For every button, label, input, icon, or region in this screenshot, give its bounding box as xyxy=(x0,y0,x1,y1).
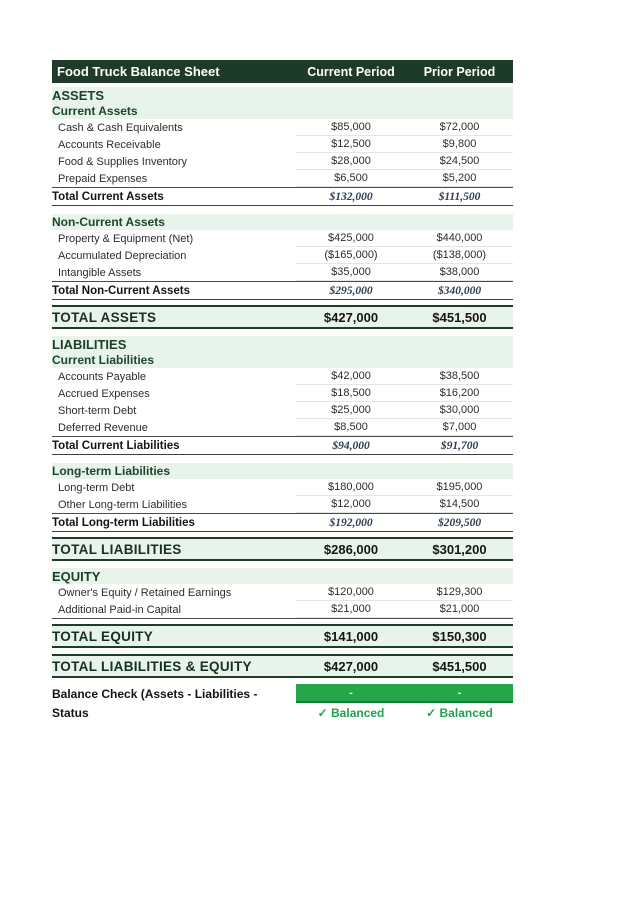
row-label: Deferred Revenue xyxy=(58,421,148,434)
spacer xyxy=(52,206,513,214)
subtotal-label: Total Current Assets xyxy=(52,190,164,203)
cell-prior: $30,000 xyxy=(406,402,513,419)
cell-current: $35,000 xyxy=(296,264,406,281)
cell-prior: $129,300 xyxy=(406,584,513,601)
row-cash xyxy=(52,119,513,136)
cell-current: $192,000 xyxy=(329,516,373,529)
cell-prior: $451,500 xyxy=(432,658,487,674)
row-label: Accounts Receivable xyxy=(58,138,161,151)
row-property-equipment xyxy=(52,230,513,247)
cell-current: $427,000 xyxy=(323,309,379,325)
row-accounts-receivable xyxy=(52,136,513,153)
section-label: EQUITY xyxy=(52,568,101,584)
cell-prior: ($138,000) xyxy=(406,247,513,264)
cell-prior: - xyxy=(457,686,462,699)
subtotal-label: Total Current Liabilities xyxy=(52,439,180,452)
spacer xyxy=(52,455,513,463)
row-label: Intangible Assets xyxy=(58,266,142,279)
row-total-assets xyxy=(52,305,513,329)
row-total-current-assets xyxy=(52,187,513,206)
section-header-liabilities xyxy=(52,336,513,352)
row-label: Owner's Equity / Retained Earnings xyxy=(58,586,232,599)
status-badge-prior: ✓ Balanced xyxy=(426,705,493,720)
cell-prior: $14,500 xyxy=(406,496,513,513)
balance-sheet xyxy=(52,60,513,722)
row-label: Long-term Debt xyxy=(58,481,135,494)
cell-current: $12,500 xyxy=(296,136,406,153)
cell-prior: $209,500 xyxy=(437,516,482,529)
row-longterm-debt xyxy=(52,479,513,496)
row-deferred-revenue xyxy=(52,419,513,436)
section-header-equity xyxy=(52,568,513,584)
row-total-noncurrent-assets xyxy=(52,281,513,300)
cell-prior: $91,700 xyxy=(440,439,479,452)
cell-current: $42,000 xyxy=(296,368,406,385)
subsection-header-noncurrent-assets xyxy=(52,214,513,230)
cell-prior: $24,500 xyxy=(406,153,513,170)
subsection-label: Long-term Liabilities xyxy=(52,464,171,478)
cell-prior: $21,000 xyxy=(406,601,513,618)
subsection-label: Current Assets xyxy=(52,104,138,118)
cell-prior: $9,800 xyxy=(406,136,513,153)
cell-prior: $195,000 xyxy=(406,479,513,496)
row-balance-check xyxy=(52,684,513,703)
subsection-label: Current Liabilities xyxy=(52,353,155,367)
section-label: LIABILITIES xyxy=(52,336,127,352)
row-owners-equity xyxy=(52,584,513,601)
cell-prior: $440,000 xyxy=(406,230,513,247)
cell-current: $85,000 xyxy=(296,119,406,136)
row-label: Accounts Payable xyxy=(58,370,147,383)
row-short-term-debt xyxy=(52,402,513,419)
subsection-header-current-liabilities xyxy=(52,352,513,368)
cell-prior: $72,000 xyxy=(406,119,513,136)
balance-check-result-cells xyxy=(296,684,513,703)
cell-current: - xyxy=(349,686,353,699)
cell-prior: $5,200 xyxy=(406,170,513,187)
cell-current: $18,500 xyxy=(296,385,406,402)
cell-prior: $340,000 xyxy=(437,284,482,297)
status-label: Status xyxy=(52,705,89,720)
row-label: Prepaid Expenses xyxy=(58,172,148,185)
cell-current: $120,000 xyxy=(296,584,406,601)
cell-current: $427,000 xyxy=(323,658,379,674)
cell-current: $25,000 xyxy=(296,402,406,419)
cell-prior: $111,500 xyxy=(438,190,481,203)
cell-current: ($165,000) xyxy=(296,247,406,264)
column-header-current-period: Current Period xyxy=(307,64,395,79)
balance-check-label: Balance Check (Assets - Liabilities - xyxy=(52,686,258,701)
column-header-prior-period: Prior Period xyxy=(423,64,496,79)
cell-current: $6,500 xyxy=(296,170,406,187)
subsection-label: Non-Current Assets xyxy=(52,215,165,229)
row-total-equity xyxy=(52,624,513,648)
spacer xyxy=(52,561,513,568)
status-badge-current: ✓ Balanced xyxy=(317,705,385,720)
section-header-assets xyxy=(52,87,513,103)
grand-total-label: TOTAL LIABILITIES xyxy=(52,541,182,557)
sheet-title: Food Truck Balance Sheet xyxy=(57,64,220,79)
cell-current: $94,000 xyxy=(332,439,370,452)
row-accumulated-depreciation xyxy=(52,247,513,264)
row-total-longterm-liabilities xyxy=(52,513,513,532)
section-label: ASSETS xyxy=(52,87,105,103)
row-accounts-payable xyxy=(52,368,513,385)
cell-current: $141,000 xyxy=(323,628,379,644)
row-total-current-liabilities xyxy=(52,436,513,455)
subsection-header-current-assets xyxy=(52,103,513,119)
subsection-header-longterm-liabilities xyxy=(52,463,513,479)
cell-current: $180,000 xyxy=(296,479,406,496)
grand-total-label: TOTAL ASSETS xyxy=(52,309,157,325)
row-accrued-expenses xyxy=(52,385,513,402)
row-label: Accrued Expenses xyxy=(58,387,150,400)
cell-prior: $301,200 xyxy=(432,541,487,557)
cell-prior: $38,500 xyxy=(406,368,513,385)
cell-current: $425,000 xyxy=(296,230,406,247)
row-prepaid-expenses xyxy=(52,170,513,187)
row-total-liabilities xyxy=(52,537,513,561)
spacer xyxy=(52,329,513,336)
cell-current: $28,000 xyxy=(296,153,406,170)
row-label: Accumulated Depreciation xyxy=(58,249,187,262)
row-label: Other Long-term Liabilities xyxy=(58,498,188,511)
cell-current: $295,000 xyxy=(329,284,373,297)
cell-prior: $38,000 xyxy=(406,264,513,281)
row-label: Short-term Debt xyxy=(58,404,137,417)
subtotal-label: Total Non-Current Assets xyxy=(52,284,191,297)
row-label: Food & Supplies Inventory xyxy=(58,155,188,168)
cell-prior: $451,500 xyxy=(432,309,487,325)
row-label: Additional Paid-in Capital xyxy=(58,603,181,616)
grand-total-label: TOTAL LIABILITIES & EQUITY xyxy=(52,658,252,674)
cell-current: $8,500 xyxy=(296,419,406,436)
cell-prior: $150,300 xyxy=(432,628,487,644)
row-status xyxy=(52,703,513,722)
row-additional-paid-in-capital xyxy=(52,601,513,618)
row-inventory xyxy=(52,153,513,170)
cell-current: $21,000 xyxy=(296,601,406,618)
row-other-longterm-liabilities xyxy=(52,496,513,513)
row-label: Property & Equipment (Net) xyxy=(58,232,194,245)
cell-current: $286,000 xyxy=(323,541,379,557)
row-intangible-assets xyxy=(52,264,513,281)
grand-total-label: TOTAL EQUITY xyxy=(52,628,154,644)
cell-prior: $7,000 xyxy=(406,419,513,436)
cell-prior: $16,200 xyxy=(406,385,513,402)
cell-current: $12,000 xyxy=(296,496,406,513)
row-total-liabilities-and-equity xyxy=(52,654,513,678)
subtotal-label: Total Long-term Liabilities xyxy=(52,516,195,529)
row-label: Cash & Cash Equivalents xyxy=(58,121,183,134)
table-header-row xyxy=(52,60,513,83)
cell-current: $132,000 xyxy=(329,190,373,203)
